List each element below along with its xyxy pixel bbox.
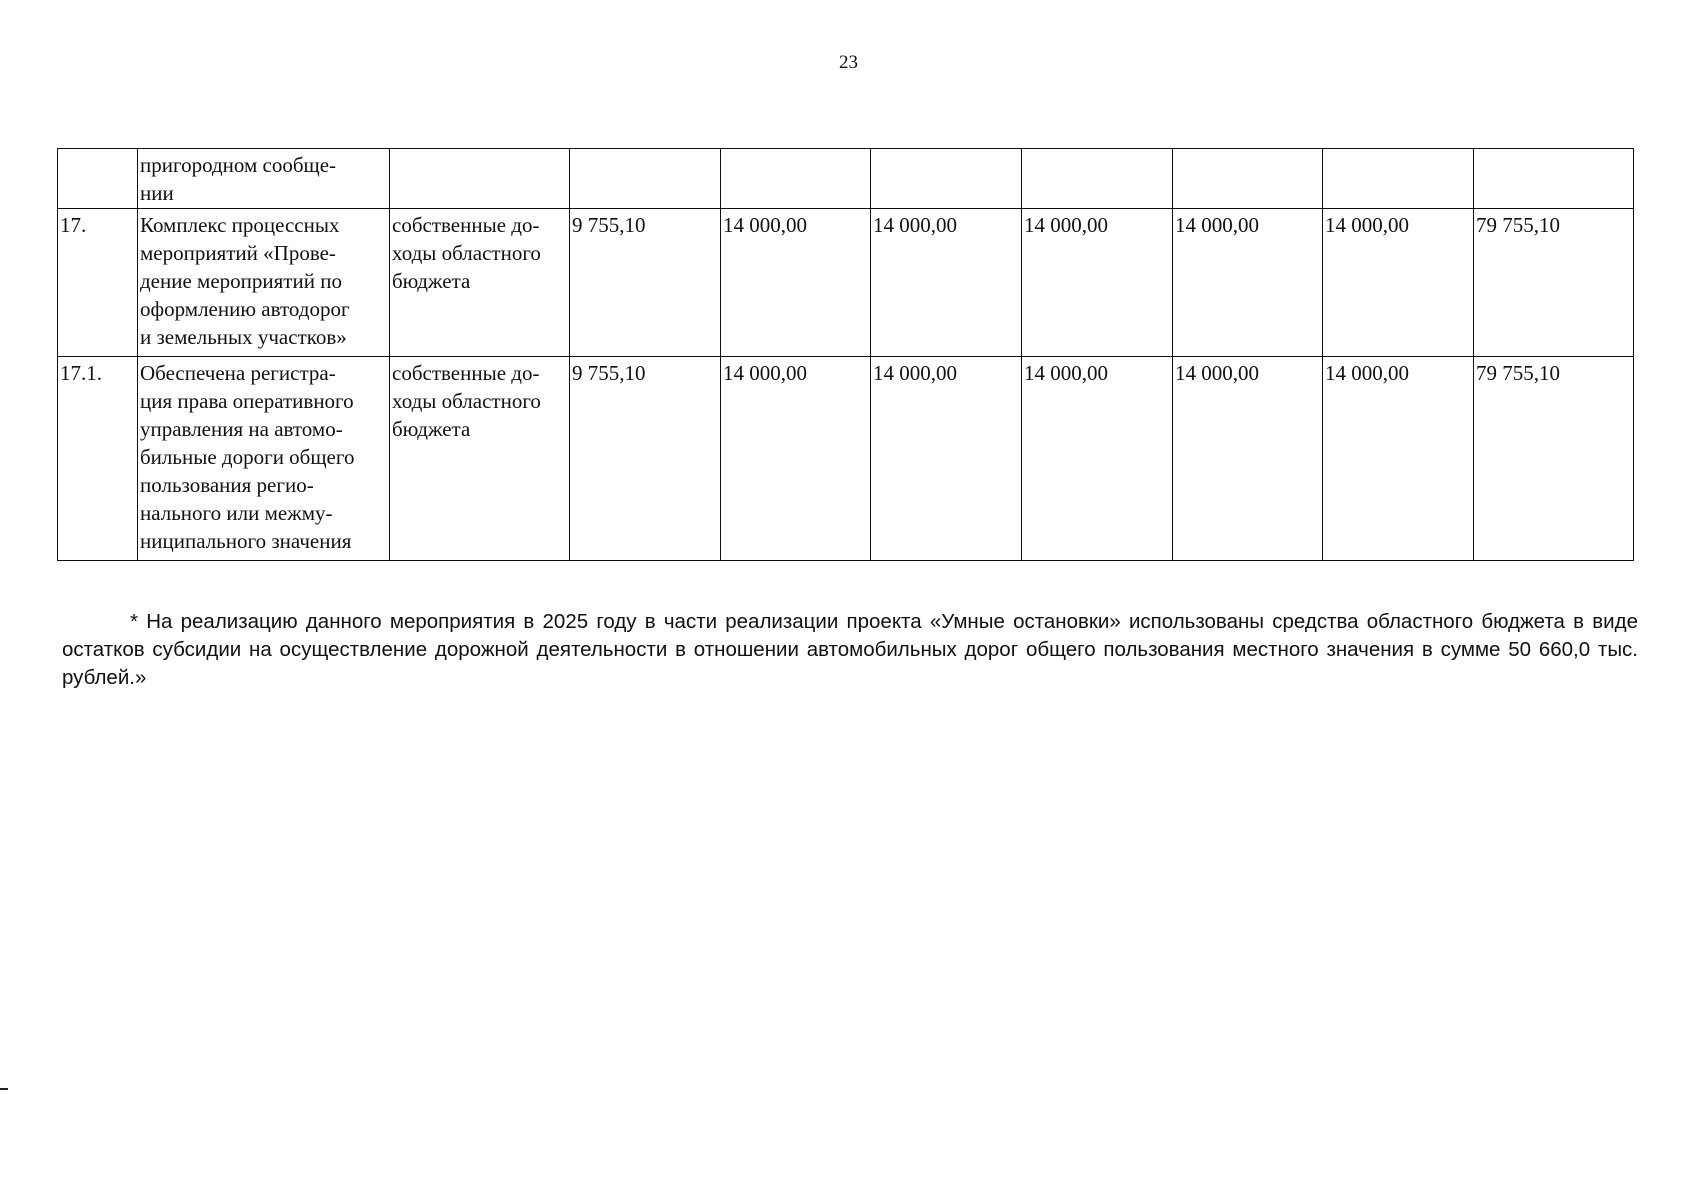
funding-source-cell: собственные до- ходы областного бюджета <box>390 357 570 561</box>
table-row <box>58 149 1634 209</box>
total-cell: 79 755,10 <box>1474 357 1634 561</box>
row-number-cell: 17. <box>58 209 138 357</box>
event-name-cell: Обеспечена регистра- ция права оперативного управления на автомо- бильные дороги общего пользования регио- нального или межму- ниципального значения <box>138 357 390 561</box>
value-cell: 14 000,00 <box>721 209 871 357</box>
value-cell <box>1173 149 1323 209</box>
row-number-cell: 17.1. <box>58 357 138 561</box>
table-row <box>58 209 1634 357</box>
value-cell: 14 000,00 <box>1022 357 1173 561</box>
value-cell: 14 000,00 <box>721 357 871 561</box>
value-cell: 14 000,00 <box>1323 209 1474 357</box>
total-cell <box>1474 149 1634 209</box>
event-name-cell: Комплекс процессных мероприятий «Прове- дение мероприятий по оформлению автодорог и земельных участков» <box>138 209 390 357</box>
value-cell: 14 000,00 <box>1173 209 1323 357</box>
funding-source-cell <box>390 149 570 209</box>
value-cell: 9 755,10 <box>570 209 721 357</box>
value-cell: 14 000,00 <box>1323 357 1474 561</box>
value-cell <box>1022 149 1173 209</box>
funding-source-cell: собственные до- ходы областного бюджета <box>390 209 570 357</box>
value-cell: 14 000,00 <box>1022 209 1173 357</box>
value-cell <box>570 149 721 209</box>
page-number: 23 <box>839 52 858 73</box>
value-cell: 14 000,00 <box>871 357 1022 561</box>
value-cell: 9 755,10 <box>570 357 721 561</box>
value-cell: 14 000,00 <box>1173 357 1323 561</box>
row-number-cell <box>58 149 138 209</box>
footnote: * На реализацию данного мероприятия в 2025 году в части реализации проекта «Умные остановки» использованы средства областного бюджета в виде остатков субсидии на осуществление дорожной деятельности в отношении автомобильных дорог общего пользования местного значения в сумме 50 660,0 тыс. рублей.» <box>62 609 1638 689</box>
value-cell <box>721 149 871 209</box>
value-cell <box>871 149 1022 209</box>
budget-table <box>57 148 1634 561</box>
table-row <box>58 357 1634 561</box>
margin-mark <box>0 1088 8 1090</box>
event-name-cell: пригородном сообще- нии <box>138 149 390 209</box>
total-cell: 79 755,10 <box>1474 209 1634 357</box>
value-cell <box>1323 149 1474 209</box>
value-cell: 14 000,00 <box>871 209 1022 357</box>
